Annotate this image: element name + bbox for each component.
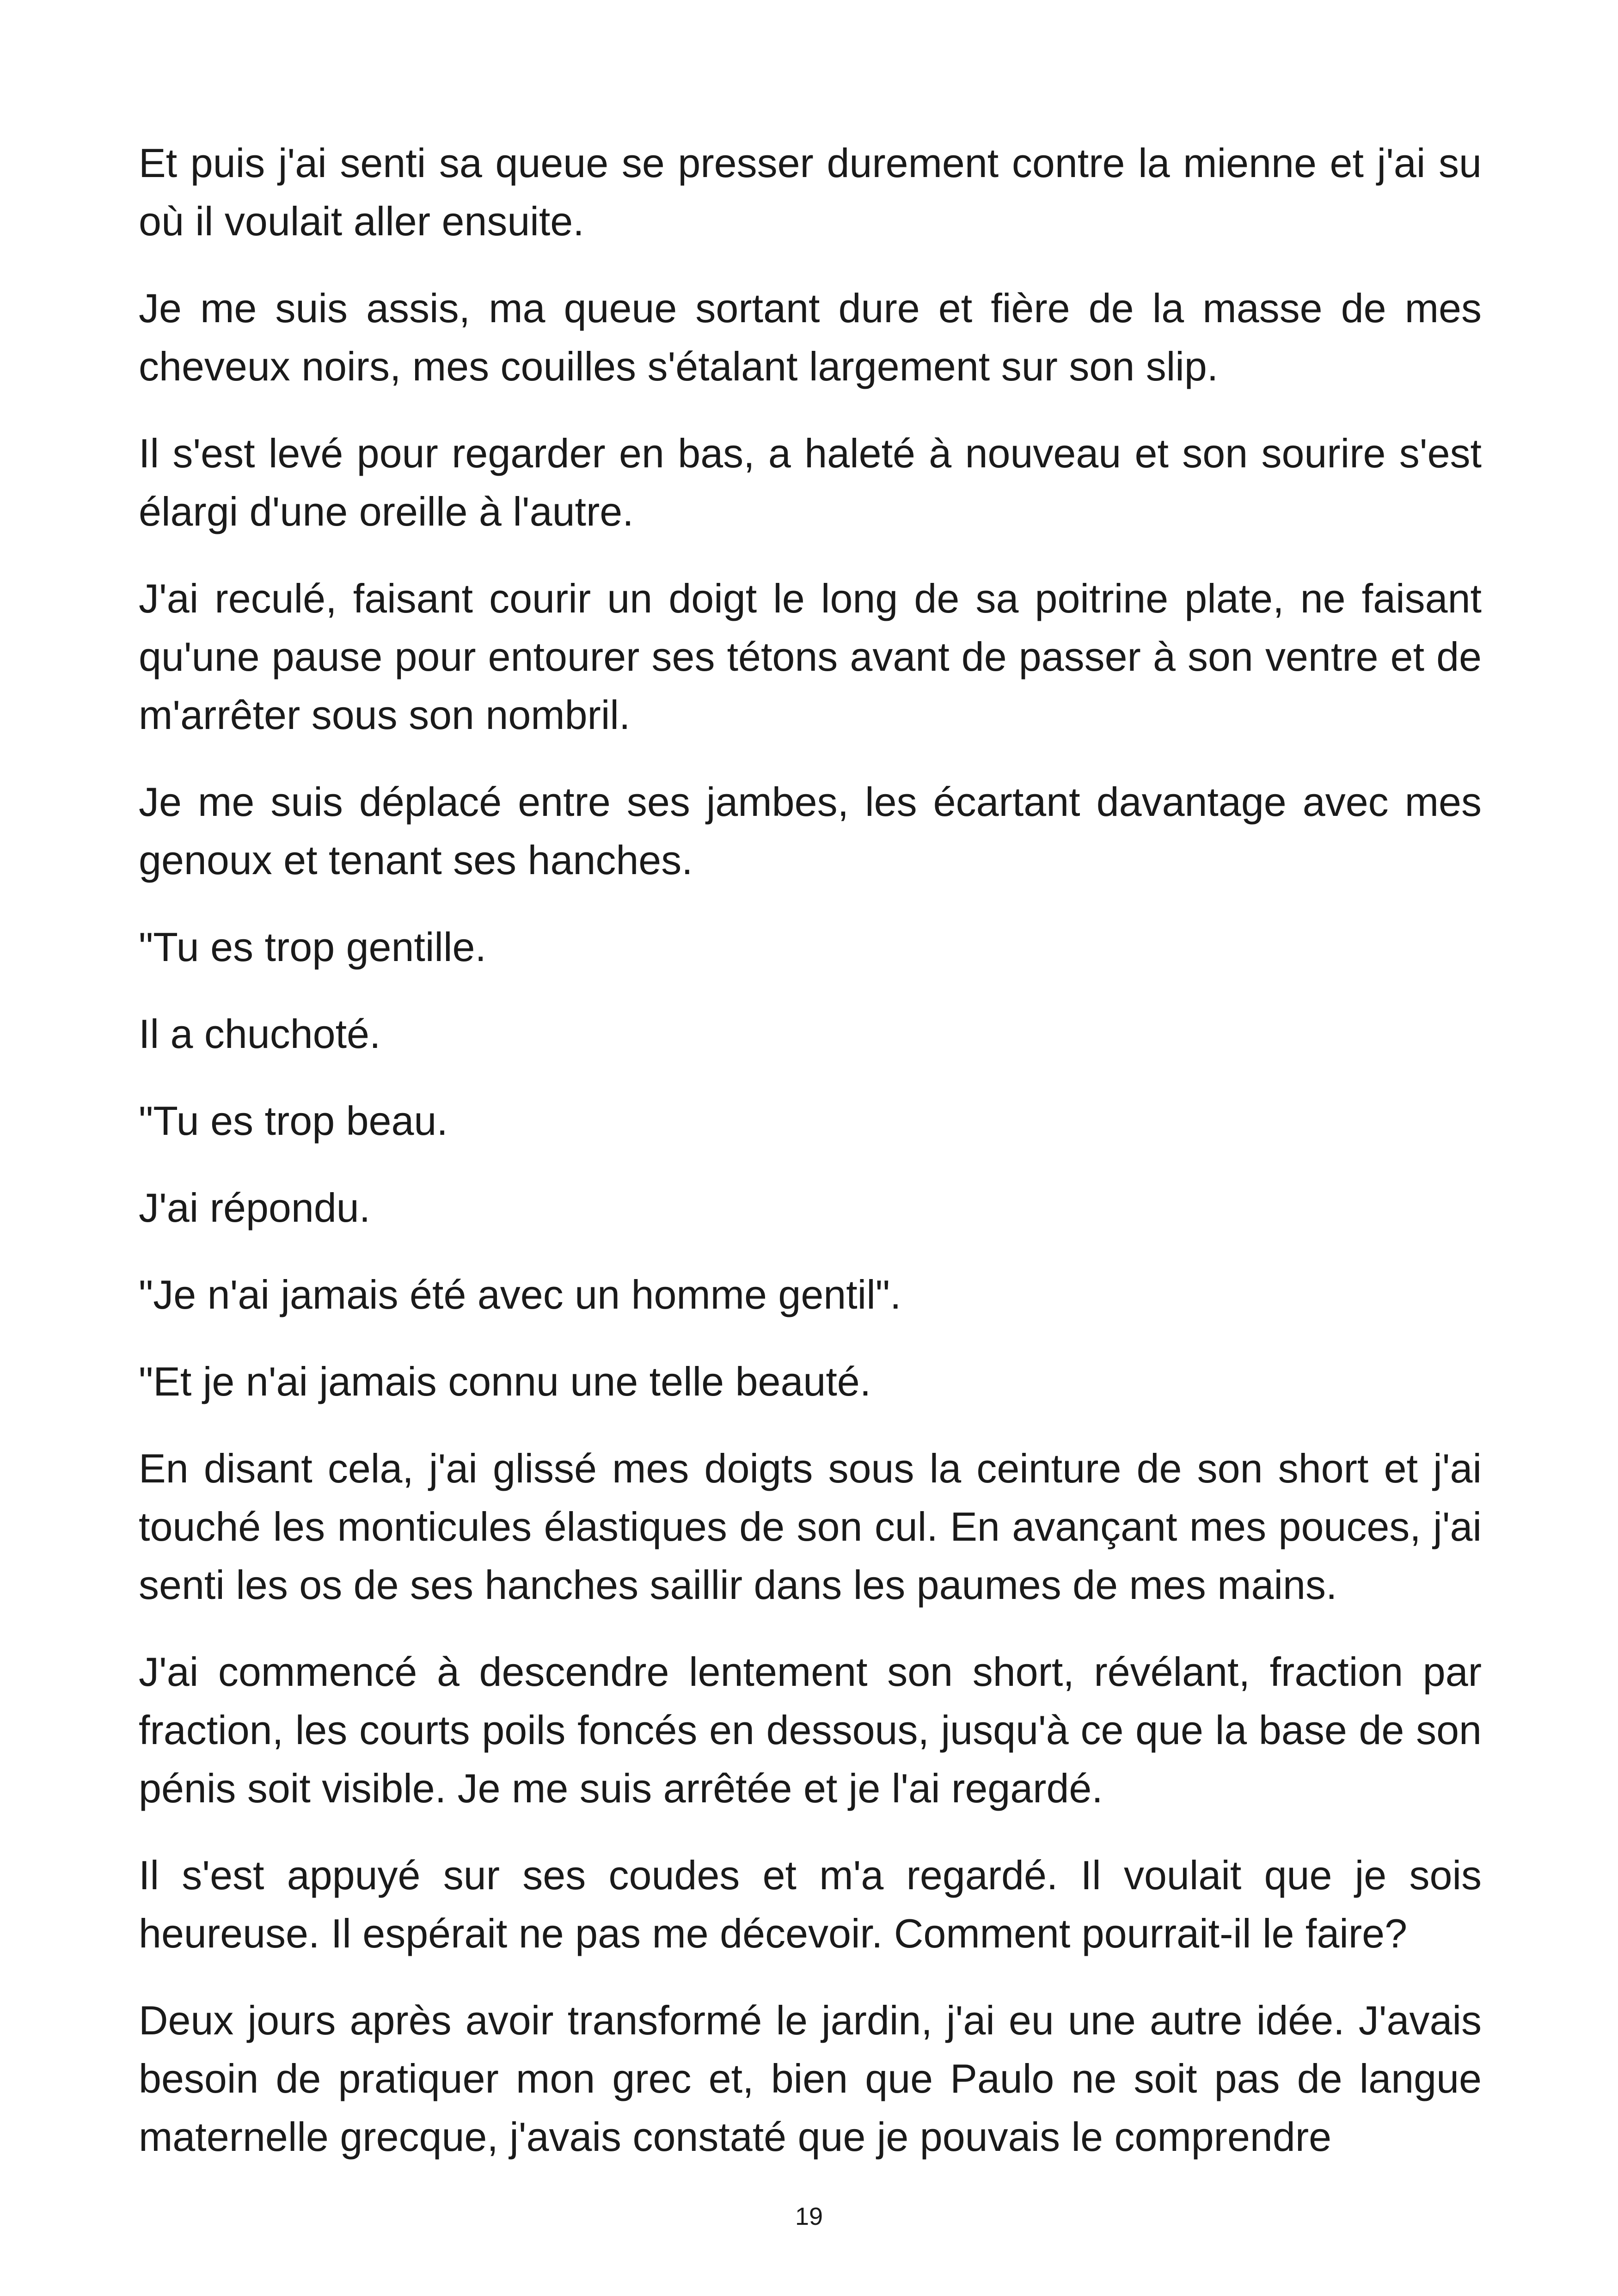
paragraph-4: J'ai reculé, faisant courir un doigt le long de sa poitrine plate, ne faisant qu'une pause pour entourer ses tétons avant de passer à son ventre et de m'arrêter sous son nombril. (139, 576, 1482, 738)
paragraph-6: "Tu es trop gentille. (139, 924, 486, 970)
paragraph-14: Il s'est appuyé sur ses coudes et m'a regardé. Il voulait que je sois heureuse. Il espérait ne pas me décevoir. Comment pourrait-il le faire? (139, 1852, 1482, 1956)
paragraph-2: Je me suis assis, ma queue sortant dure et fière de la masse de mes cheveux noirs, mes couilles s'étalant largement sur son slip. (139, 285, 1482, 389)
paragraph-11: "Et je n'ai jamais connu une telle beauté. (139, 1359, 871, 1404)
page-number: 19 (795, 2203, 823, 2230)
paragraph-3: Il s'est levé pour regarder en bas, a haleté à nouveau et son sourire s'est élargi d'une oreille à l'autre. (139, 430, 1482, 534)
paragraph-8: "Tu es trop beau. (139, 1098, 448, 1144)
paragraph-9: J'ai répondu. (139, 1185, 371, 1231)
paragraph-13: J'ai commencé à descendre lentement son short, révélant, fraction par fraction, les courts poils foncés en dessous, jusqu'à ce que la base de son pénis soit visible. Je me suis arrêtée et je l'ai regardé. (139, 1649, 1482, 1811)
paragraph-10: "Je n'ai jamais été avec un homme gentil". (139, 1272, 901, 1317)
page-body (139, 134, 1482, 2195)
paragraph-1: Et puis j'ai senti sa queue se presser durement contre la mienne et j'ai su où il voulait aller ensuite. (139, 140, 1482, 244)
paragraph-7: Il a chuchoté. (139, 1011, 381, 1057)
paragraph-5: Je me suis déplacé entre ses jambes, les écartant davantage avec mes genoux et tenant ses hanches. (139, 779, 1482, 883)
paragraph-15: Deux jours après avoir transformé le jardin, j'ai eu une autre idée. J'avais besoin de pratiquer mon grec et, bien que Paulo ne soit pas de langue maternelle grecque, j'avais constaté que je pouvais le comprendre (139, 1997, 1482, 2160)
paragraph-12: En disant cela, j'ai glissé mes doigts sous la ceinture de son short et j'ai touché les monticules élastiques de son cul. En avançant mes pouces, j'ai senti les os de ses hanches saillir dans les paumes de mes mains. (139, 1445, 1482, 1608)
